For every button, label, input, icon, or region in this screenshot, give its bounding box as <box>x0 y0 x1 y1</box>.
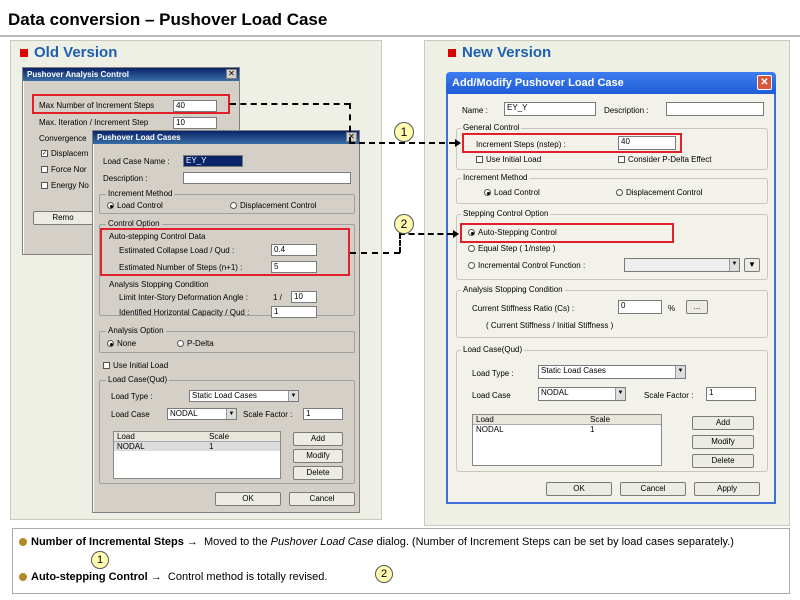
dropdown-arrow-icon: ▼ <box>729 259 739 271</box>
increment-method-group: Increment Method <box>456 178 768 204</box>
num-steps-input[interactable]: 5 <box>271 261 317 273</box>
load-case-name-input[interactable]: EY_Y <box>183 155 243 167</box>
collapse-load-label: Estimated Collapse Load / Qud : <box>119 246 235 255</box>
convergence-label: Convergence <box>39 134 87 143</box>
load-type-label: Load Type : <box>111 392 153 401</box>
name-label: Name : <box>462 106 488 115</box>
drift-label: Limit Inter-Story Deformation Angle : <box>119 293 248 302</box>
close-icon[interactable]: ✕ <box>346 132 357 142</box>
hcap-input[interactable]: 1 <box>271 306 317 318</box>
red-square-icon <box>448 49 456 57</box>
drift-prefix: 1 / <box>273 293 282 302</box>
connector-2b <box>399 233 401 253</box>
conv-displacement[interactable]: ✓ Displacem <box>42 149 89 158</box>
stiffness-unit: % <box>668 304 676 313</box>
radio-auto-stepping[interactable]: Auto-Stepping Control <box>468 228 557 237</box>
radio-equal-step[interactable]: Equal Step ( 1/nstep ) <box>468 244 555 253</box>
close-icon[interactable]: ✕ <box>226 69 237 79</box>
description-label: Description : <box>103 174 148 183</box>
radio-displacement-control[interactable]: Displacement Control <box>230 201 316 210</box>
dropdown-arrow-icon: ▼ <box>675 366 685 378</box>
increment-method-group: Increment Method <box>99 194 355 214</box>
apply-button[interactable]: Apply <box>694 482 760 496</box>
title-divider <box>0 35 800 37</box>
bullet-icon <box>19 538 27 546</box>
new-version-label: New Version <box>448 44 551 61</box>
notes-box <box>12 528 790 594</box>
incremental-fn-button[interactable]: ▼ <box>744 258 760 272</box>
pushover-load-cases-dialog <box>92 130 360 513</box>
stiffness-input[interactable]: 0 <box>618 300 662 314</box>
incremental-fn-select[interactable] <box>624 258 740 272</box>
inc-steps-label: Increment Steps (nstep) : <box>476 140 566 149</box>
connector-1c <box>349 142 455 144</box>
name-input[interactable]: EY_Y <box>504 102 596 116</box>
radio-none[interactable]: None <box>107 339 136 348</box>
load-table <box>472 414 662 466</box>
scale-factor-label: Scale Factor : <box>644 391 694 400</box>
table-row[interactable]: NODAL 1 <box>476 425 595 434</box>
load-case-select[interactable]: NODAL ▼ <box>167 408 237 420</box>
modify-button[interactable]: Modify <box>692 435 754 449</box>
max-inc-input[interactable]: 40 <box>173 100 217 112</box>
marker-2: 2 <box>394 214 414 234</box>
conv-energy[interactable]: Energy No <box>41 181 89 190</box>
max-inc-label: Max Number of Increment Steps <box>39 101 155 110</box>
scale-factor-input[interactable]: 1 <box>303 408 343 420</box>
use-initial-load-check[interactable]: Use Initial Load <box>103 361 168 370</box>
max-iter-label: Max. Iteration / Increment Step <box>39 118 149 127</box>
load-case-qud-group: Load Case(Qud) <box>99 380 355 484</box>
analysis-option-group: Analysis Option <box>99 331 355 353</box>
description-label: Description : <box>604 106 649 115</box>
control-option-group: Control Option <box>99 224 355 316</box>
load-case-label: Load Case <box>111 410 150 419</box>
num-steps-label: Estimated Number of Steps (n+1) : <box>119 263 243 272</box>
add-modify-pushover-dialog <box>446 77 776 504</box>
old-version-label: Old Version <box>20 44 117 61</box>
highlight-max-inc <box>32 94 230 114</box>
cancel-button[interactable]: Cancel <box>620 482 686 496</box>
dialog-title: Pushover Analysis Control <box>23 68 239 81</box>
auto-stepping-label: Auto-stepping Control Data <box>109 232 206 241</box>
dropdown-arrow-icon: ▼ <box>615 388 625 400</box>
delete-button[interactable]: Delete <box>293 466 343 480</box>
collapse-load-input[interactable]: 0.4 <box>271 244 317 256</box>
page-title: Data conversion – Pushover Load Case <box>8 10 328 29</box>
hcap-label: Identified Horizontal Capacity / Qud : <box>119 308 250 317</box>
stiffness-browse-button[interactable]: ... <box>686 300 708 314</box>
dialog-title: Pushover Load Cases <box>93 131 359 144</box>
radio-load-control[interactable]: Load Control <box>484 188 540 197</box>
highlight-auto-stepping <box>100 228 350 276</box>
connector-1b <box>349 103 351 143</box>
stiffness-label: Current Stiffness Ratio (Cs) : <box>472 304 575 313</box>
delete-button[interactable]: Delete <box>692 454 754 468</box>
dropdown-arrow-icon: ▼ <box>226 409 236 419</box>
col-scale: Scale <box>209 432 230 441</box>
highlight-auto-step <box>460 223 674 243</box>
add-button[interactable]: Add <box>692 416 754 430</box>
arrow-1-icon <box>455 139 461 147</box>
bullet-icon <box>19 573 27 581</box>
stopping-condition-label: Analysis Stopping Condition <box>109 280 209 289</box>
consider-pdelta-check[interactable]: Consider P-Delta Effect <box>618 155 711 164</box>
description-input[interactable] <box>666 102 764 116</box>
note-marker-1: 1 <box>91 551 109 569</box>
general-control-group: General Control <box>456 128 768 170</box>
radio-load-control[interactable]: Load Control <box>107 201 163 210</box>
dialog-title: Add/Modify Pushover Load Case ✕ <box>446 72 776 94</box>
remove-button[interactable]: Remo <box>33 211 93 225</box>
scale-factor-label: Scale Factor : <box>243 410 293 419</box>
red-square-icon <box>20 49 28 57</box>
ok-button[interactable]: OK <box>215 492 281 506</box>
scale-factor-input[interactable]: 1 <box>706 387 756 401</box>
radio-pdelta[interactable]: P-Delta <box>177 339 214 348</box>
note-marker-2: 2 <box>375 565 393 583</box>
load-case-name-label: Load Case Name : <box>103 157 170 166</box>
marker-1: 1 <box>394 122 414 142</box>
connector-1a <box>230 103 350 105</box>
connector-2a <box>350 252 400 254</box>
modify-button[interactable]: Modify <box>293 449 343 463</box>
note-2: Auto-stepping Control → Control method is totally revised. <box>19 571 327 583</box>
load-type-select[interactable]: Static Load Cases ▼ <box>189 390 299 402</box>
stiffness-note: ( Current Stiffness / Initial Stiffness ) <box>486 321 614 330</box>
cancel-button[interactable]: Cancel <box>289 492 355 506</box>
stopping-condition-group: Analysis Stopping Condition <box>456 290 768 338</box>
drift-input[interactable]: 10 <box>291 291 317 303</box>
load-type-label: Load Type : <box>472 369 514 378</box>
dropdown-arrow-icon: ▼ <box>288 391 298 401</box>
highlight-inc-steps <box>462 133 682 153</box>
inc-steps-input[interactable]: 40 <box>618 136 676 150</box>
table-row[interactable]: NODAL 1 <box>114 442 280 451</box>
col-load: Load <box>476 415 494 424</box>
load-case-label: Load Case <box>472 391 511 400</box>
description-input[interactable] <box>183 172 351 184</box>
load-case-select[interactable]: NODAL ▼ <box>538 387 626 401</box>
conv-force[interactable]: Force Nor <box>41 165 87 174</box>
stepping-control-group: Stepping Control Option <box>456 214 768 280</box>
add-button[interactable]: Add <box>293 432 343 446</box>
use-initial-load-check[interactable]: Use Initial Load <box>476 155 541 164</box>
radio-displacement-control[interactable]: Displacement Control <box>616 188 702 197</box>
arrow-2-icon <box>453 230 459 238</box>
close-icon[interactable]: ✕ <box>757 75 772 90</box>
radio-incremental-fn[interactable]: Incremental Control Function : <box>468 261 585 270</box>
load-type-select[interactable]: Static Load Cases ▼ <box>538 365 686 379</box>
load-table <box>113 431 281 479</box>
ok-button[interactable]: OK <box>546 482 612 496</box>
max-iter-input[interactable]: 10 <box>173 117 217 129</box>
col-scale: Scale <box>590 415 611 424</box>
col-load: Load <box>117 432 135 441</box>
note-1: Number of Incremental Steps → Moved to the Pushover Load Case dialog. (Number of Increment Steps can be set by load cases separately.) <box>19 535 779 550</box>
load-case-qud-group: Load Case(Qud) <box>456 350 768 472</box>
